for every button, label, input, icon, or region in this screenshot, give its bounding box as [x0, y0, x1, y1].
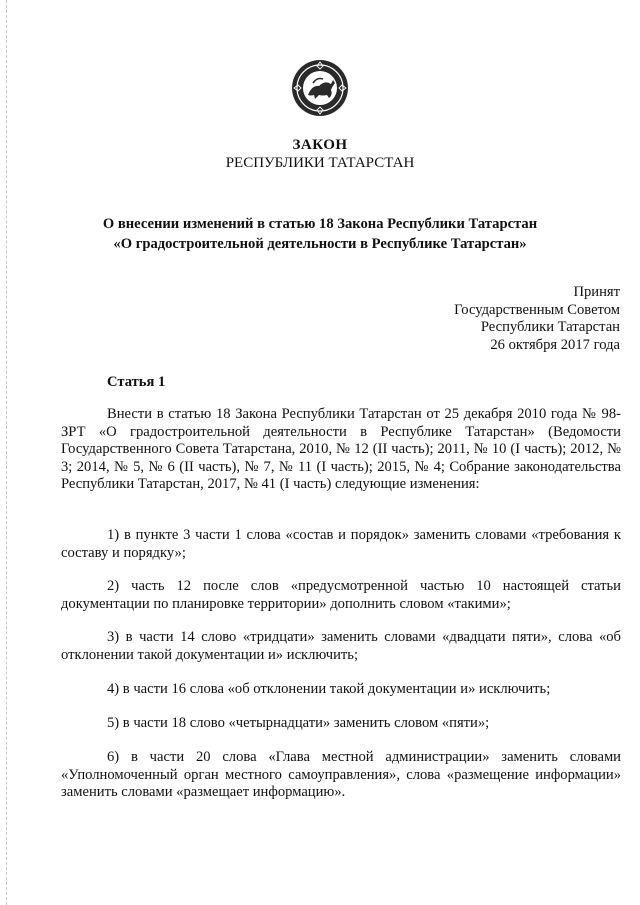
article-intro: Внести в статью 18 Закона Республики Татарстан от 25 декабря 2010 года № 98-ЗРТ «О градостроительной деятельности в Республике Татарстан» (Ведомости Государственного Совета Татарстана, 2010, № 12 (II часть); 2011, № 10 (I часть); 2012, № 3; 2014, № 5, № 6 (II часть), № 7, № 11 (I часть); 2015, № 4; Собрание законодательства Республики Татарстан, 2017, № 41 (I часть) следующие изменения:: [61, 406, 621, 492]
law-region: РЕСПУБЛИКИ ТАТАРСТАН: [225, 155, 415, 171]
tatarstan-coat-of-arms-icon: [291, 59, 349, 117]
adoption-line-2: Государственным Советом: [454, 301, 620, 318]
list-item: 4) в части 16 слова «об отклонении такой документации и» исключить;: [107, 681, 551, 697]
title-line-2: «О градостроительной деятельности в Республике Татарстан»: [113, 236, 527, 252]
list-item: 1) в пункте 3 части 1 слова «состав и порядок» заменить словами «требования к составу и порядку»;: [61, 527, 621, 561]
list-item: 2) часть 12 после слов «предусмотренной частью 10 настоящей статьи документации по планировке территории» дополнить словом «такими»;: [61, 578, 621, 612]
law-heading: ЗАКОН: [292, 137, 348, 153]
adoption-line-1: Принят: [573, 284, 620, 300]
list-item: 5) в части 18 слово «четырнадцати» заменить словом «пяти»;: [107, 715, 490, 731]
scan-margin-line: [6, 0, 8, 905]
adoption-date: 26 октября 2017 года: [490, 336, 620, 353]
document-title: [60, 214, 580, 254]
article-heading: Статья 1: [107, 374, 166, 390]
title-line-1: О внесении изменений в статью 18 Закона Республики Татарстан: [102, 216, 538, 232]
adoption-block: [320, 284, 620, 354]
adoption-line-3: Республики Татарстан: [480, 319, 620, 335]
list-item: 3) в части 14 слово «тридцати» заменить словами «двадцати пяти», слова «об отклонении такой документации и» исключить;: [61, 629, 621, 663]
list-item: 6) в части 20 слова «Глава местной администрации» заменить словами «Уполномоченный орган местного самоуправления», слова «размещение информации» заменить словами «размещает информацию».: [61, 749, 621, 800]
